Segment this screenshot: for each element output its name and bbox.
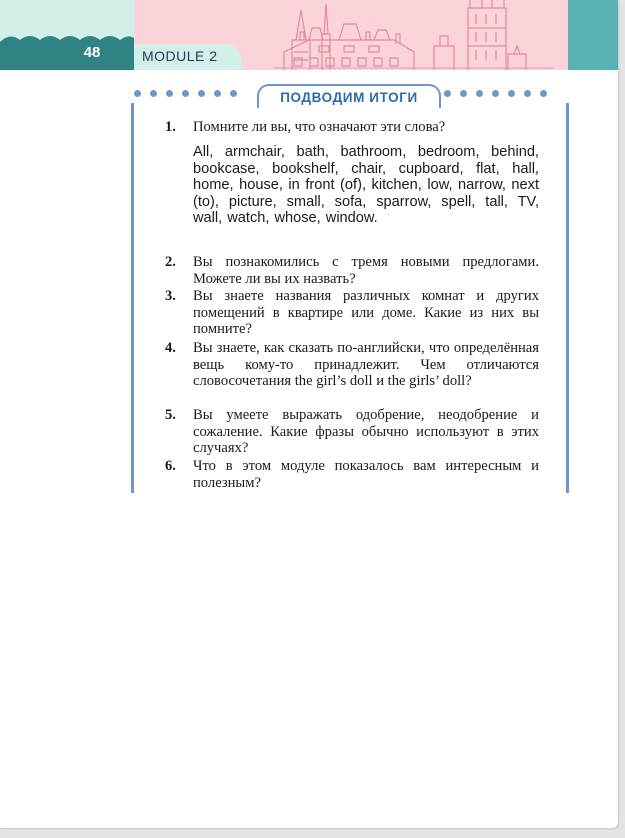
box-border-right [566,103,569,493]
question-number: 1. [165,119,176,135]
question-text: Вы умеете выражать одобрение, неодобрение и сожаление. Какие фразы обычно используют в этих случаях? [193,407,539,457]
dot-divider-left [134,90,237,97]
section-title-tab [257,84,441,108]
question-text: Помните ли вы, что означают эти слова? [193,119,446,135]
vocabulary-word-list: All, armchair, bath, bathroom, bedroom, behind, bookcase, bookshelf, chair, cupboard, flat, hall, home, house, in front (of), kitchen, low, narrow, next (to), picture, small, sofa, sparrow, spell, tall, TV, wall, watch, whose, window. [193,144,539,227]
question-text: Вы знаете, как сказать по-английски, что определённая вещь кому-то принадлежит. Чем отличаются словосочетания the girl’s doll и the girls’ doll? [193,340,539,390]
question-number: 5. [165,407,176,423]
dot-divider-right [444,90,547,97]
question-number: 2. [165,254,176,270]
question-1 [165,119,539,136]
module-label: MODULE 2 [142,48,218,64]
box-border-left [131,103,134,493]
question-text: Вы знаете названия различных комнат и других помещений в квартире или доме. Какие из них вы помните? [193,288,539,338]
question-6 [165,458,539,491]
question-4 [165,340,539,390]
question-number: 3. [165,288,176,304]
page-header [0,0,618,70]
section-title: ПОДВОДИМ ИТОГИ [280,90,418,105]
page-number: 48 [83,44,101,61]
module-tab [134,44,242,70]
question-text: Что в этом модуле показалось вам интересным и полезным? [193,458,539,491]
question-number: 6. [165,458,176,474]
question-5 [165,407,539,457]
header-teal-band [568,0,618,70]
question-3 [165,288,539,338]
question-text: Вы познакомились с тремя новыми предлогами. Можете ли вы их назвать? [193,254,539,287]
question-number: 4. [165,340,176,356]
question-2 [165,254,539,287]
